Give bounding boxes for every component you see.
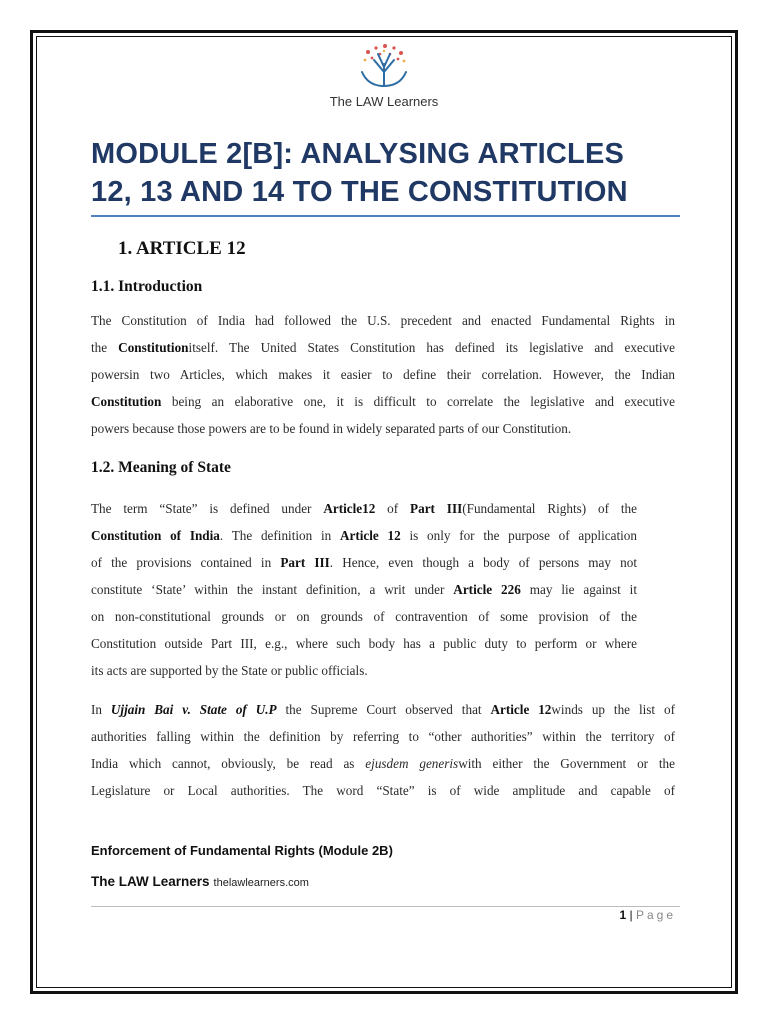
text-line: powersin two Articles, which makes it easier to define their correlation. However, the Indian xyxy=(91,367,675,382)
text-line: India which cannot, obviously, be read as ejusdem generiswith either the Government or the xyxy=(91,756,676,771)
title-line-1: MODULE 2[B]: ANALYSING ARTICLES xyxy=(91,138,625,170)
footer-divider xyxy=(91,906,680,907)
paragraph-ujjain-bai xyxy=(91,696,675,804)
text-line: its acts are supported by the State or public officials. xyxy=(91,663,368,678)
paragraph-meaning-of-state xyxy=(91,495,637,684)
text-line: Legislature or Local authorities. The word “State” is of wide amplitude and capable of xyxy=(91,783,675,798)
title-line-2: 12, 13 AND 14 TO THE CONSTITUTION xyxy=(91,176,628,208)
text-line: of the provisions contained in Part III. Hence, even though a body of persons may not xyxy=(91,555,637,570)
text-line: Constitution outside Part III, e.g., where such body has a public duty to perform or where xyxy=(91,636,637,651)
logo-text: The LAW Learners xyxy=(329,94,439,109)
footer-course-title: Enforcement of Fundamental Rights (Module 2B) xyxy=(91,843,393,858)
paragraph-introduction xyxy=(91,307,675,442)
text-line: powers because those powers are to be found in widely separated parts of our Constitution. xyxy=(91,421,572,436)
the-law-learners-logo xyxy=(322,42,446,114)
page-number-label: Page xyxy=(635,908,676,922)
section-heading-article-12: 1. ARTICLE 12 xyxy=(118,238,246,259)
text-line: The Constitution of India had followed the U.S. precedent and enacted Fundamental Rights in xyxy=(91,313,675,328)
subheading-meaning-of-state: 1.2. Meaning of State xyxy=(91,459,231,476)
text-line: In Ujjain Bai v. State of U.P the Supreme Court observed that Article 12winds up the list of xyxy=(91,702,675,717)
page-number-separator: | xyxy=(626,908,636,922)
text-line: on non-constitutional grounds or on grounds of contravention of some provision of the xyxy=(91,609,637,624)
footer-website-link[interactable]: thelawlearners.com xyxy=(213,877,309,889)
text-line: Constitution being an elaborative one, it is difficult to correlate the legislative and executive xyxy=(91,394,675,409)
text-line: Constitution of India. The definition in Article 12 is only for the purpose of application xyxy=(91,528,637,543)
text-line: The term “State” is defined under Article12 of Part III(Fundamental Rights) of the xyxy=(91,501,637,516)
page-number-value: 1 xyxy=(619,908,627,922)
page-number xyxy=(619,908,676,922)
text-line: authorities falling within the definition by referring to “other authorities” within the territory of xyxy=(91,729,675,744)
page-title xyxy=(91,135,691,211)
tree-hands-icon xyxy=(354,42,414,92)
text-line: constitute ‘State’ within the instant definition, a writ under Article 226 may lie against it xyxy=(91,582,637,597)
footer-brand xyxy=(91,873,309,891)
title-underline xyxy=(91,215,680,217)
text-line: the Constitutionitself. The United States Constitution has defined its legislative and executive xyxy=(91,340,675,355)
subheading-introduction: 1.1. Introduction xyxy=(91,278,203,295)
footer-brand-name: The LAW Learners xyxy=(91,874,210,889)
